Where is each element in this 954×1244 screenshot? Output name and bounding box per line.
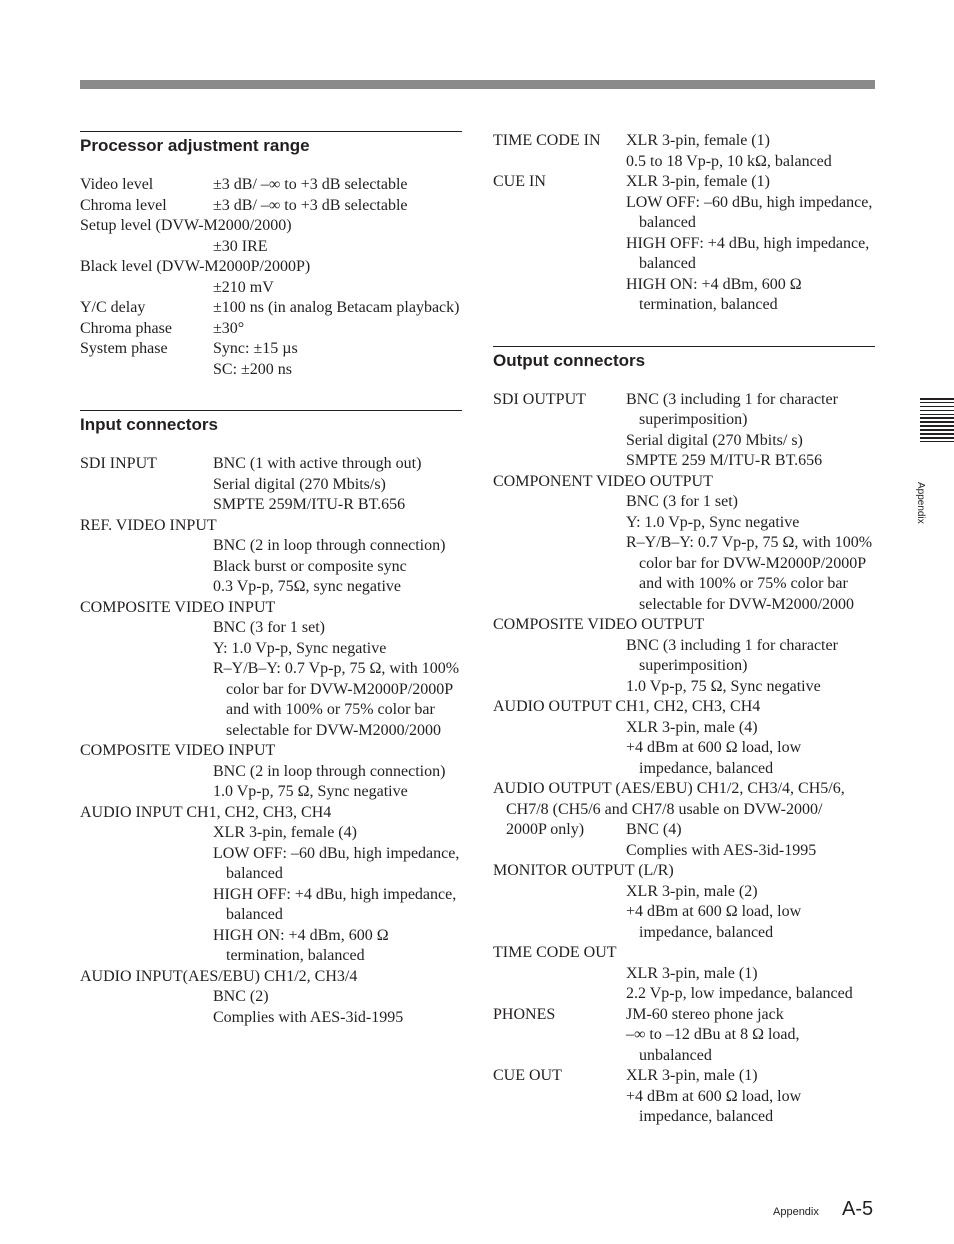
spec-label: TIME CODE OUT: [493, 944, 617, 961]
input-continued-section: [493, 131, 875, 316]
spec-label: CH7/8 (CH5/6 and CH7/8 usable on DVW-2000/: [506, 800, 823, 818]
spec-value: BNC (3 for 1 set): [626, 493, 738, 510]
spec-value: SMPTE 259M/ITU-R BT.656: [213, 496, 406, 513]
spec-label: AUDIO INPUT(AES/EBU) CH1/2, CH3/4: [80, 967, 358, 985]
spec-system-phase: [80, 339, 462, 360]
spec-label: TIME CODE IN: [493, 132, 601, 149]
spec-label: MONITOR OUTPUT (L/R): [493, 862, 674, 879]
spec-label: COMPONENT VIDEO OUTPUT: [493, 472, 713, 490]
spec-value: 1.0 Vp-p, 75 Ω, Sync negative: [213, 783, 408, 800]
spec-value: XLR 3-pin, female (4): [213, 824, 357, 841]
side-tab-marker: [920, 398, 954, 445]
spec-value: Serial digital (270 Mbits/s): [213, 475, 386, 493]
processor-section: [80, 131, 462, 380]
spec-label: Y/C delay: [80, 299, 146, 316]
spec-video-level: [80, 175, 462, 196]
spec-value: +4 dBm at 600 Ω load, low impedance, balanced: [626, 1087, 802, 1125]
side-tab-label: Appendix: [915, 482, 926, 524]
spec-label: Setup level (DVW-M2000/2000): [80, 217, 292, 234]
page-number: A-5: [842, 1198, 874, 1220]
spec-cue-in: [493, 172, 875, 193]
spec-label: Video level: [80, 176, 154, 193]
spec-label: SDI INPUT: [80, 455, 157, 472]
spec-value: Black burst or composite sync: [213, 557, 407, 575]
spec-value: HIGH ON: +4 dBm, 600 Ω termination, balanced: [213, 926, 389, 964]
section-heading: Input connectors: [80, 415, 218, 434]
section-rule: [80, 131, 462, 132]
spec-value: LOW OFF: –60 dBu, high impedance, balanced: [626, 193, 873, 231]
spec-value: BNC (2 in loop through connection): [213, 762, 446, 780]
spec-label: COMPOSITE VIDEO INPUT: [80, 742, 276, 759]
header-bar: [80, 80, 875, 89]
spec-value: XLR 3-pin, male (1): [626, 1067, 758, 1084]
spec-value: 0.5 to 18 Vp-p, 10 kΩ, balanced: [626, 152, 832, 170]
spec-label: Chroma phase: [80, 319, 172, 337]
spec-value: BNC (3 including 1 for character superimposition): [626, 636, 838, 674]
spec-value: JM-60 stereo phone jack: [626, 1005, 784, 1023]
right-column: [493, 131, 875, 1158]
spec-value: XLR 3-pin, male (1): [626, 964, 758, 982]
spec-label: AUDIO INPUT CH1, CH2, CH3, CH4: [80, 803, 332, 821]
spec-label: 2000P only): [506, 821, 585, 838]
spec-label: Chroma level: [80, 196, 167, 214]
section-rule: [80, 410, 462, 411]
spec-value: BNC (2): [213, 988, 269, 1005]
spec-label: COMPOSITE VIDEO INPUT: [80, 598, 276, 616]
spec-label: SDI OUTPUT: [493, 390, 586, 408]
spec-value: 0.3 Vp-p, 75Ω, sync negative: [213, 578, 402, 595]
spec-time-code-in: [493, 131, 875, 152]
spec-value: HIGH OFF: +4 dBu, high impedance, balanced: [626, 234, 870, 272]
spec-value: BNC (3 including 1 for character superimposition): [626, 390, 838, 428]
spec-value: HIGH OFF: +4 dBu, high impedance, balanced: [213, 885, 457, 923]
spec-value: ±30°: [213, 319, 245, 337]
footer-section-label: Appendix: [773, 1206, 819, 1218]
section-heading: Output connectors: [493, 350, 646, 370]
spec-value: SMPTE 259 M/ITU-R BT.656: [626, 452, 823, 469]
section-heading: Processor adjustment range: [80, 136, 310, 155]
spec-value: XLR 3-pin, male (2): [626, 882, 758, 900]
spec-label: PHONES: [493, 1005, 556, 1023]
spec-value: +4 dBm at 600 Ω load, low impedance, balanced: [626, 739, 802, 777]
spec-chroma-level: [80, 196, 462, 217]
spec-value: HIGH ON: +4 dBm, 600 Ω termination, balanced: [626, 275, 802, 313]
spec-value: BNC (2 in loop through connection): [213, 537, 446, 554]
spec-chroma-phase: [80, 319, 462, 340]
spec-value: BNC (4): [626, 821, 682, 838]
spec-value: –∞ to –12 dBu at 8 Ω load, unbalanced: [626, 1026, 800, 1064]
spec-value: Serial digital (270 Mbits/ s): [626, 431, 803, 449]
spec-label: System phase: [80, 340, 168, 357]
spec-value: Y: 1.0 Vp-p, Sync negative: [626, 513, 800, 531]
spec-label: COMPOSITE VIDEO OUTPUT: [493, 616, 705, 633]
spec-value: ±3 dB/ –∞ to +3 dB selectable: [213, 196, 408, 214]
spec-label: CUE OUT: [493, 1067, 562, 1084]
spec-value: 2.2 Vp-p, low impedance, balanced: [626, 985, 853, 1002]
spec-value: ±210 mV: [213, 278, 274, 296]
output-section: [493, 346, 875, 1128]
spec-cue-out: [493, 1066, 875, 1087]
spec-value: Complies with AES-3id-1995: [626, 841, 817, 859]
spec-value: Sync: ±15 µs: [213, 340, 298, 357]
spec-value: 1.0 Vp-p, 75 Ω, Sync negative: [626, 677, 821, 695]
spec-value: ±100 ns (in analog Betacam playback): [213, 299, 460, 316]
section-rule: [493, 346, 875, 347]
spec-label: REF. VIDEO INPUT: [80, 516, 217, 534]
spec-value: Complies with AES-3id-1995: [213, 1008, 404, 1026]
spec-value: ±30 IRE: [213, 237, 268, 255]
spec-value: BNC (3 for 1 set): [213, 619, 325, 636]
spec-phones: [493, 1005, 875, 1026]
spec-value: BNC (1 with active through out): [213, 455, 422, 472]
spec-sdi-output: [493, 390, 875, 431]
spec-value: +4 dBm at 600 Ω load, low impedance, balanced: [626, 903, 802, 941]
spec-label: AUDIO OUTPUT (AES/EBU) CH1/2, CH3/4, CH5/6,: [493, 780, 845, 797]
spec-value: LOW OFF: –60 dBu, high impedance, balanced: [213, 844, 460, 882]
input-section: [80, 410, 462, 1028]
spec-value: XLR 3-pin, female (1): [626, 173, 770, 190]
spec-label: AUDIO OUTPUT CH1, CH2, CH3, CH4: [493, 698, 761, 715]
left-column: [80, 131, 462, 1058]
spec-value: XLR 3-pin, female (1): [626, 132, 770, 149]
spec-value: SC: ±200 ns: [213, 360, 293, 378]
spec-value: R–Y/B–Y: 0.7 Vp-p, 75 Ω, with 100% color bar for DVW-M2000P/2000P and with 100% or 75% color bar selectable for DVW-M2000/2000: [213, 660, 460, 739]
spec-aes-output: [493, 820, 875, 841]
spec-value: XLR 3-pin, male (4): [626, 718, 758, 736]
spec-sdi-input: [80, 454, 462, 475]
spec-label: CUE IN: [493, 173, 546, 190]
spec-value: R–Y/B–Y: 0.7 Vp-p, 75 Ω, with 100% color bar for DVW-M2000P/2000P and with 100% or 75% color bar selectable for DVW-M2000/2000: [626, 534, 873, 613]
spec-value: ±3 dB/ –∞ to +3 dB selectable: [213, 176, 408, 193]
spec-label: Black level (DVW-M2000P/2000P): [80, 258, 311, 275]
spec-value: Y: 1.0 Vp-p, Sync negative: [213, 639, 387, 657]
spec-yc-delay: [80, 298, 462, 319]
